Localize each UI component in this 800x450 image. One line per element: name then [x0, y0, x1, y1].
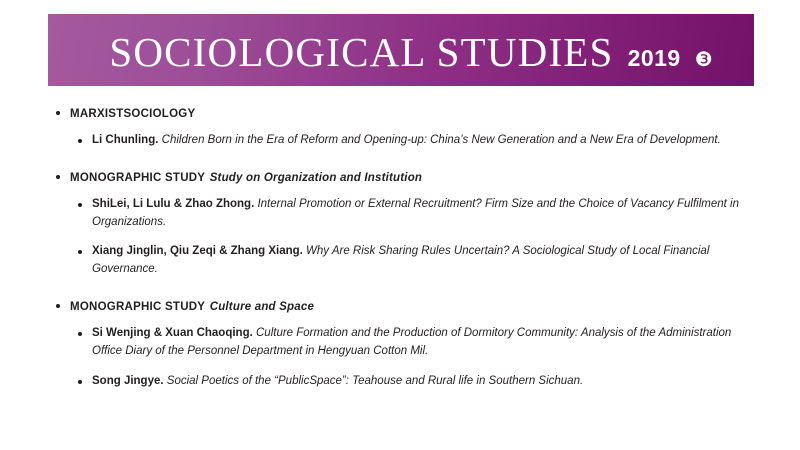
entry-title: Why Are Risk Sharing Rules Uncertain? A Sociological Study of Local Financial Governance. — [92, 245, 710, 276]
entry-authors: Song Jingye. — [92, 374, 164, 387]
journal-issue-number: ❸ — [694, 47, 713, 71]
toc-section — [48, 104, 754, 150]
list-item — [48, 132, 754, 150]
section-heading — [48, 297, 754, 315]
list-item — [48, 196, 754, 232]
entry-title: Internal Promotion or External Recruitment? Firm Size and the Choice of Vacancy Fulfilment in Organizations. — [92, 197, 739, 228]
entry-authors: Li Chunling. — [92, 134, 159, 146]
entry-authors: ShiLei, Li Lulu & Zhao Zhong. — [92, 197, 255, 210]
bullet-icon — [56, 175, 60, 179]
bullet-icon — [56, 111, 60, 115]
bullet-icon — [78, 332, 82, 336]
journal-title: SOCIOLOGICAL STUDIES — [109, 29, 614, 75]
toc-section — [48, 297, 754, 390]
entry-title: Social Poetics of the “PublicSpace”: Teahouse and Rural life in Southern Sichuan. — [166, 374, 584, 387]
entry-authors: Xiang Jinglin, Qiu Zeqi & Zhang Xiang. — [92, 245, 303, 258]
list-item — [48, 373, 754, 391]
table-of-contents — [48, 104, 754, 403]
section-label: MONOGRAPHIC STUDY — [70, 301, 206, 314]
section-heading — [48, 168, 754, 186]
bullet-icon — [78, 250, 82, 254]
journal-header-banner — [48, 14, 754, 86]
list-item — [48, 243, 754, 279]
section-heading — [48, 104, 754, 122]
section-label: MONOGRAPHIC STUDY — [70, 171, 206, 184]
entry-title: Culture Formation and the Production of Dormitory Community: Analysis of the Administration Office Diary of the Personnel Department in Hengyuan Cotton Mil. — [92, 327, 732, 357]
list-item — [48, 325, 754, 361]
bullet-icon — [78, 139, 82, 143]
bullet-icon — [78, 380, 82, 384]
section-subtitle: Study on Organization and Institution — [209, 171, 423, 184]
banner-content — [109, 28, 712, 76]
entry-title: Children Born in the Era of Reform and Opening-up: China’s New Generation and a New Era of Development. — [161, 134, 721, 146]
entry-authors: Si Wenjing & Xuan Chaoqing. — [92, 327, 253, 340]
section-label: MARXISTSOCIOLOGY — [70, 108, 196, 120]
toc-section — [48, 168, 754, 279]
bullet-icon — [78, 203, 82, 207]
bullet-icon — [56, 304, 60, 308]
journal-year: 2019 — [627, 45, 681, 71]
section-subtitle: Culture and Space — [209, 301, 315, 314]
